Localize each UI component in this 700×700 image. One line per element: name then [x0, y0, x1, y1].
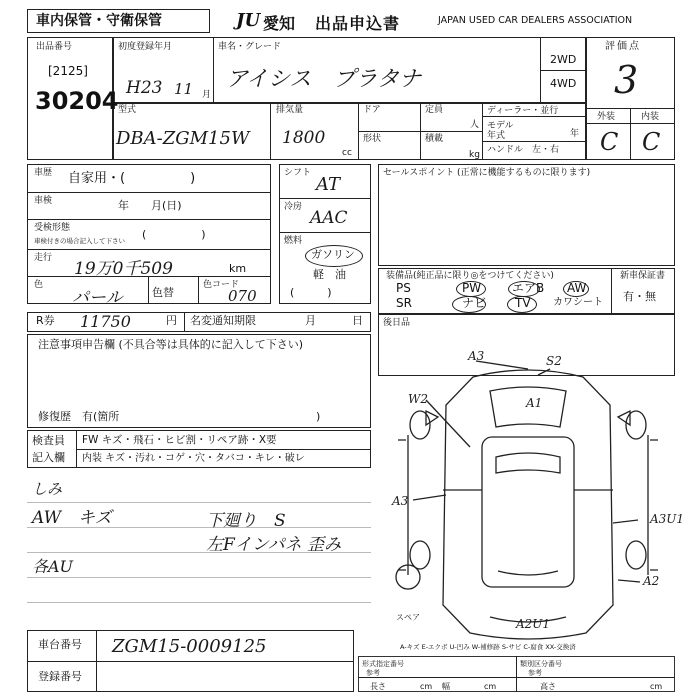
divider: [27, 192, 271, 193]
recycle-label: R券: [36, 314, 55, 327]
drive-2wd: 2WD: [550, 53, 577, 66]
warranty-label: 新車保証書: [620, 271, 666, 281]
circle-mark: [508, 281, 540, 297]
divider: [27, 249, 271, 250]
divider: [184, 312, 185, 332]
year-unit: 年: [570, 129, 580, 139]
divider: [279, 232, 371, 233]
shape-label: 形状: [363, 134, 382, 144]
deadline-month: 月: [305, 314, 316, 327]
first-registration-value: H23: [126, 78, 163, 98]
sales-point-label: セールスポイント (正常に機能するものに限ります): [383, 168, 591, 178]
spare-label: スペア: [396, 613, 420, 622]
deadline-label: 名変通知期限: [190, 314, 256, 327]
divider: [540, 70, 585, 71]
remark-line-2a: AW キズ: [32, 508, 112, 528]
exterior-value: C: [600, 128, 619, 156]
model-year-label: 年式: [487, 131, 506, 141]
divider: [198, 276, 199, 304]
recycle-value: 11750: [80, 312, 131, 331]
equip-ps: PS: [396, 281, 411, 295]
fuel-label: 燃料: [284, 236, 303, 246]
first-registration-month: 11: [174, 80, 194, 98]
divider: [358, 131, 482, 132]
equipment-label: 装備品(純正品に限り◎をつけてください): [386, 271, 554, 281]
equip-seat: カワシート: [553, 297, 603, 308]
inspector-row-1: FW キズ・飛石・ヒビ割・リペア跡・X要: [82, 434, 277, 446]
header-left-title: 車内保管・守衛保管: [36, 13, 162, 29]
divider: [96, 630, 97, 692]
circle-mark: [456, 281, 486, 297]
color-change-label: 色替: [152, 286, 174, 299]
first-registration-label: 初度登録年月: [118, 42, 173, 52]
color-label: 色: [34, 280, 44, 290]
deadline-day: 日: [352, 314, 363, 327]
equip-navi: ナビ: [462, 296, 487, 310]
divider: [358, 677, 675, 678]
divider: [516, 656, 517, 692]
notes-label: 注意事項申告欄 (不具合等は具体的に記入して下さい): [38, 338, 304, 351]
mark-a2u1: A2U1: [516, 617, 551, 631]
equip-tv: TV: [515, 296, 531, 310]
divider: [148, 276, 149, 304]
color-code-label: 色コード: [203, 280, 240, 290]
mark-a3-top: A3: [468, 349, 485, 363]
receipt-note: 車検付きの場合記入して下さい: [34, 237, 125, 245]
remark-line-4: 各AU: [32, 557, 74, 576]
cm-unit-2: cm: [484, 682, 497, 691]
divider: [27, 577, 371, 578]
exterior-label: 外装: [597, 112, 616, 122]
inspector-row-2: 内装 キズ・汚れ・コゲ・穴・タバコ・キレ・破レ: [82, 453, 305, 464]
length-label: 長さ: [370, 682, 386, 691]
inspector-label-2: 記入欄: [32, 451, 65, 464]
fuel-value: ガソリン: [311, 248, 355, 261]
mark-a3-left: A3: [392, 494, 409, 508]
model-type-value: DBA-ZGM15W: [116, 128, 250, 149]
divider: [76, 449, 371, 450]
mileage-unit: km: [229, 262, 247, 275]
fuel-alt: 軽 油: [313, 268, 346, 281]
lot-number: 30204: [35, 87, 119, 115]
width-label: 幅: [442, 682, 450, 691]
receipt-label: 受検形態: [34, 223, 71, 233]
sales-point-box: [378, 164, 675, 266]
damage-legend: A-キズ E-エクボ U-凹み W-補修跡 S-サビ C-腐食 XX-交換済: [400, 643, 576, 651]
mark-a1: A1: [526, 396, 543, 410]
shift-label: シフト: [284, 168, 312, 178]
warranty-value: 有・無: [623, 290, 656, 303]
color-value: パール: [72, 288, 123, 308]
association-name: JAPAN USED CAR DEALERS ASSOCIATION: [438, 15, 633, 26]
chassis-label: 車台番号: [38, 638, 82, 651]
model-type-label: 型式: [118, 105, 137, 115]
lot-bracket: [2125]: [48, 64, 88, 78]
interior-label: 内装: [641, 112, 660, 122]
divider: [213, 37, 214, 103]
equip-airbag: エアB: [512, 281, 545, 295]
drive-4wd: 4WD: [550, 77, 577, 90]
after-item-label: 後日品: [383, 318, 411, 328]
score-label: 評価点: [605, 41, 641, 52]
month-unit: 月: [202, 90, 212, 100]
mark-a2: A2: [643, 574, 660, 588]
shift-value: AT: [316, 174, 341, 195]
ju-logo: JU: [236, 10, 261, 31]
height-label: 高さ: [540, 682, 556, 691]
car-name-label: 車名・グレード: [218, 42, 282, 52]
inspector-label: 検査員: [32, 434, 65, 447]
circle-mark: [507, 296, 537, 313]
displacement-value: 1800: [282, 128, 326, 148]
form-title: 出品申込書: [315, 14, 401, 33]
model-label: モデル: [487, 121, 514, 131]
divider: [27, 661, 354, 662]
remark-line-1: しみ: [32, 480, 63, 498]
ref-label-2: 参考: [528, 669, 542, 677]
designated-label: 形式指定番号: [362, 660, 404, 668]
color-code-value: 070: [228, 287, 257, 305]
displacement-label: 排気量: [276, 105, 304, 115]
divider: [482, 102, 483, 160]
lot-label: 出品番号: [36, 42, 73, 52]
equip-pw: PW: [462, 281, 482, 295]
category-label: 類別区分番号: [520, 660, 562, 668]
load-label: 積載: [425, 134, 444, 144]
remark-line-3: 左Fインパネ 歪み: [206, 535, 342, 555]
load-unit: kg: [469, 150, 480, 160]
divider: [270, 102, 271, 160]
divider: [482, 141, 585, 142]
equip-sr: SR: [396, 296, 412, 310]
mileage-label: 走行: [34, 253, 53, 263]
divider: [27, 219, 271, 220]
divider: [27, 602, 371, 603]
circle-mark: [452, 296, 486, 313]
cm-unit-3: cm: [650, 682, 663, 691]
inspection-label: 車検: [34, 196, 53, 206]
divider: [279, 198, 371, 199]
ac-label: 冷房: [284, 202, 303, 212]
interior-value: C: [642, 128, 661, 156]
receipt-value: ( ): [142, 228, 206, 241]
displacement-unit: cc: [342, 148, 352, 158]
divider: [611, 268, 612, 314]
recycle-unit: 円: [166, 314, 177, 327]
mileage-value: 19万0千509: [74, 259, 173, 279]
inspection-value: 年 月(日): [118, 199, 182, 212]
door-label: ドア: [363, 105, 381, 115]
ac-value: AAC: [310, 208, 348, 228]
dealer-label: ディーラー・並行: [487, 106, 559, 116]
car-name-value: アイシス プラタナ: [226, 67, 422, 92]
divider: [630, 108, 631, 160]
capacity-unit: 人: [470, 120, 480, 130]
divider: [482, 116, 585, 117]
cm-unit-1: cm: [420, 682, 433, 691]
divider: [112, 102, 585, 104]
history-value: 自家用・( ): [68, 171, 196, 186]
handle-label: ハンドル 左・右: [487, 145, 560, 155]
chassis-value: ZGM15-0009125: [112, 636, 267, 657]
divider: [585, 37, 587, 160]
repair-close: ): [316, 410, 321, 423]
ref-label: 参考: [366, 669, 380, 677]
history-label: 車歴: [34, 168, 53, 178]
score-value: 3: [614, 58, 639, 102]
repair-label: 修復歴 有(箇所: [38, 410, 120, 423]
car-damage-diagram: [378, 345, 685, 665]
registration-number-label: 登録番号: [38, 670, 82, 683]
remark-line-2b: 下廻り S: [206, 511, 286, 531]
header-aichi: 愛知: [263, 14, 296, 33]
equip-aw: AW: [567, 281, 587, 295]
fuel-paren: ( ): [290, 286, 332, 299]
capacity-label: 定員: [425, 105, 444, 115]
mark-w2: W2: [408, 392, 428, 406]
circle-mark: [563, 281, 589, 297]
mark-a3u1: A3U1: [650, 512, 685, 526]
mark-s2: S2: [546, 354, 562, 368]
